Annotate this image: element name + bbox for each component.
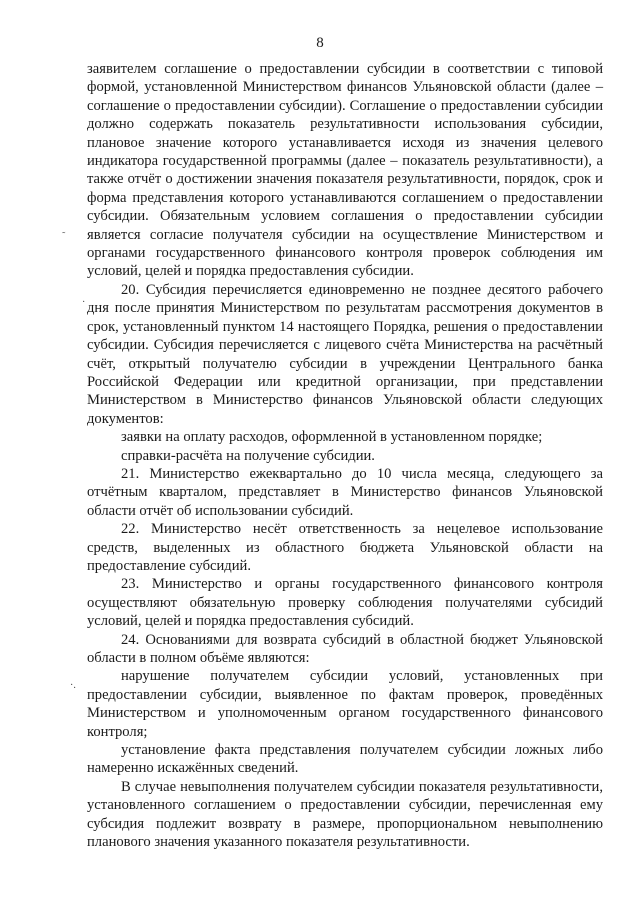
paragraph-item-20-list-a: заявки на оплату расходов, оформленной в установленном порядке; xyxy=(121,429,543,446)
paragraph-item-20-list-b: справки-расчёта на получение субсидии. xyxy=(121,447,375,464)
paragraph-item-24-list-a: нарушение получателем субсидии условий, установленных при предоставлении субсидии, выявленное по фактам проверок, проведённых Министерством и уполномоченным органом государственного финансового контроля; xyxy=(87,668,603,740)
paragraph-item-22: 22. Министерство несёт ответственность за нецелевое использование средств, выделенных из областного бюджета Ульяновской области на предоставление субсидий. xyxy=(87,521,603,574)
paragraph-item-21: 21. Министерство ежеквартально до 10 числа месяца, следующего за отчётным кварталом, представляет в Министерство финансов Ульяновской области отчёт об использовании субсидий. xyxy=(87,465,603,519)
document-body xyxy=(87,60,603,851)
margin-speck: ·. xyxy=(70,680,76,691)
paragraph-item-24-list-b: установление факта представления получателем субсидии ложных либо намеренно искажённых сведений. xyxy=(87,742,603,777)
paragraph-item-24: 24. Основаниями для возврата субсидий в областной бюджет Ульяновской области в полном объёме являются: xyxy=(87,631,603,666)
paragraph-continuation: заявителем соглашение о предоставлении субсидии в соответствии с типовой формой, установленной Министерством финансов Ульяновской области (далее – соглашение о предоставлении субсидии). Соглашение о предоставлении субсидии должно содержать показатель результативности использования субсидии, плановое значение которого устанавливается исходя из значения целевого индикатора государственной программы (далее – показатель результативности), а также отчёт о достижении значения показателя результативности, порядок, срок и форма представления которого устанавливаются соглашением о предоставлении субсидии. Обязательным условием соглашения о предоставлении субсидии является согласие получателя субсидии на осуществление Министерством и органами государственного финансового контроля проверок соблюдения им условий, целей и порядка предоставления субсидии. xyxy=(87,61,603,280)
page-number: 8 xyxy=(316,35,324,51)
paragraph-item-20: 20. Субсидия перечисляется единовременно не позднее десятого рабочего дня после принятия Министерством по результатам рассмотрения документов в срок, установленный пунктом 14 настоящего Порядка, решения о предоставлении субсидии. Субсидия перечисляется с лицевого счёта Министерства на расчётный счёт, открытый получателю субсидии в учреждении Центрального банка Российской Федерации или кредитной организации, при представлении Министерством в Министерство финансов Ульяновской области следующих документов: xyxy=(87,281,603,427)
paragraph-item-23: 23. Министерство и органы государственного финансового контроля осуществляют обязательную проверку соблюдения получателями субсидий условий, целей и порядка предоставления субсидий. xyxy=(87,576,603,630)
margin-speck: · xyxy=(82,297,86,308)
margin-speck: ˜ xyxy=(62,231,66,242)
paragraph-item-24-refund: В случае невыполнения получателем субсидии показателя результативности, установленного соглашением о предоставлении субсидии, перечисленная ему субсидия подлежит возврату в размере, пропорциональном невыполнению планового значения указанного показателя результативности. xyxy=(87,778,603,851)
